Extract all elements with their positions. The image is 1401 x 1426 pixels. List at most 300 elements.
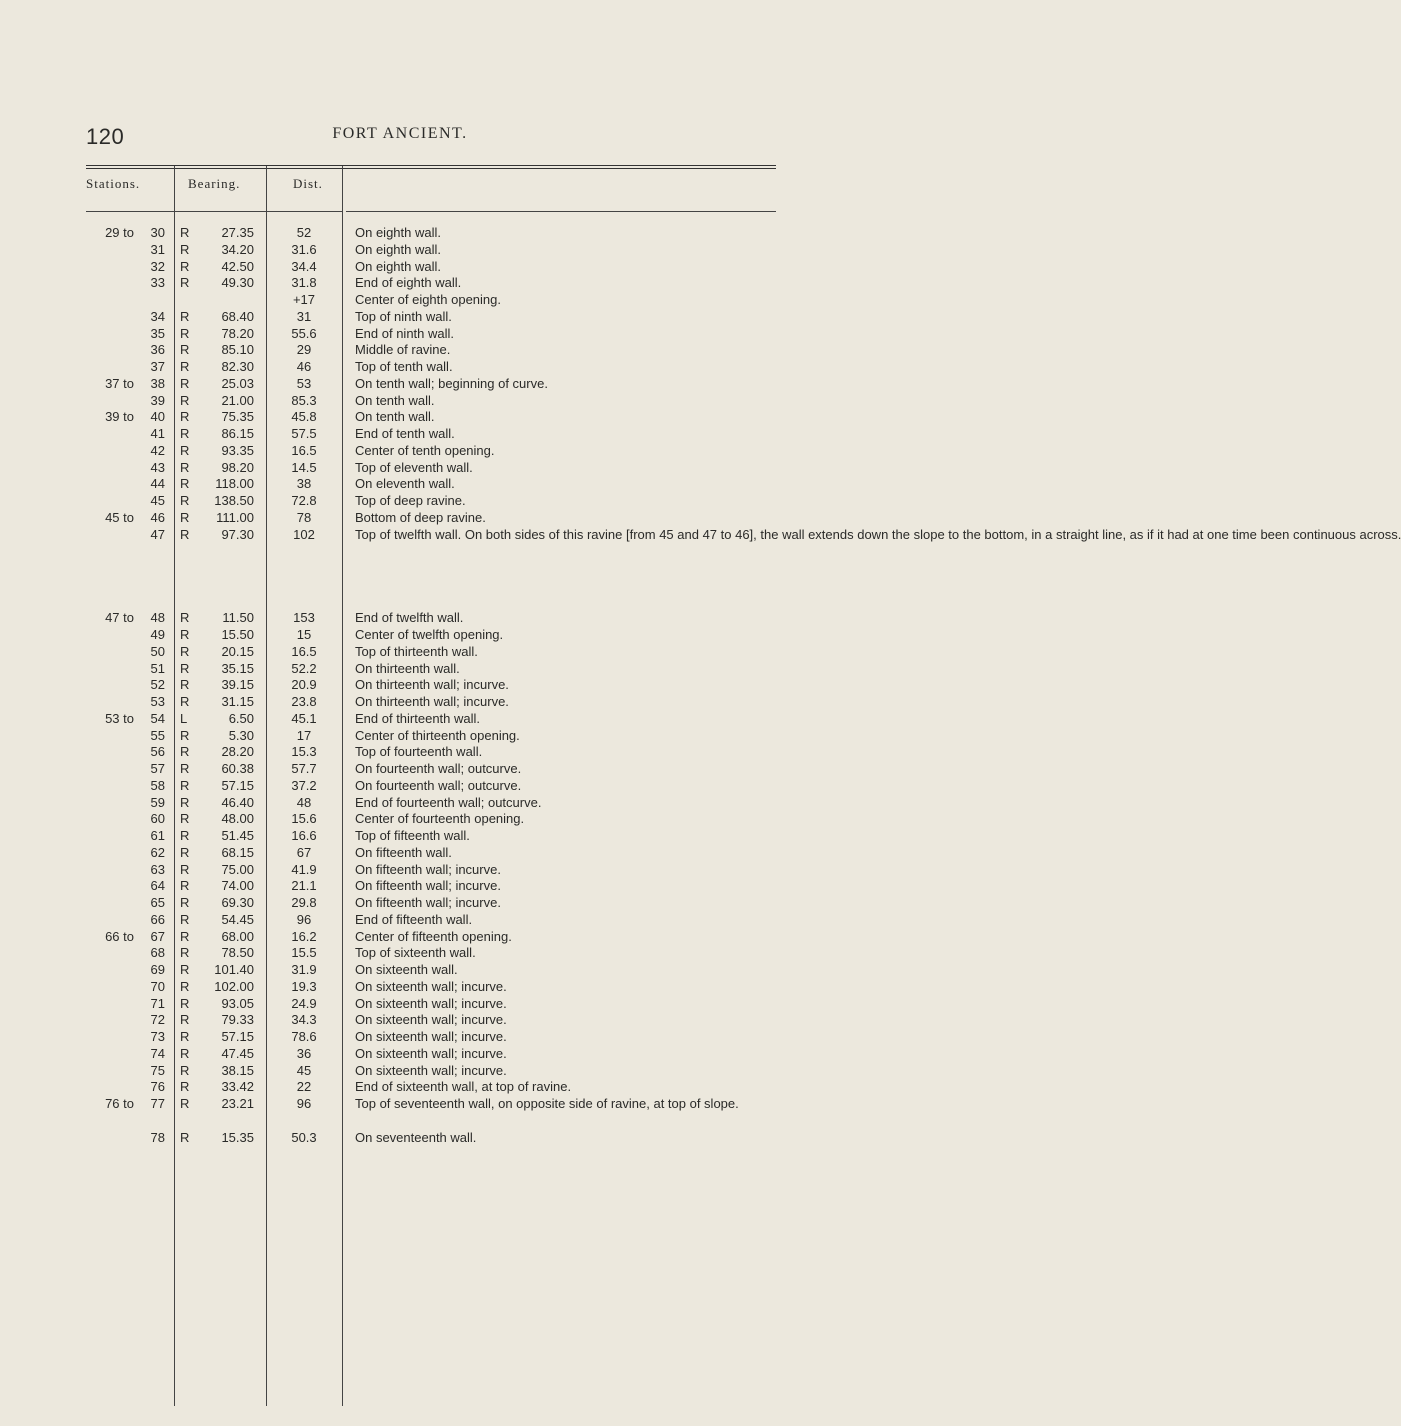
distance: 23.8	[291, 694, 317, 709]
bearing-angle: 93.35	[221, 442, 254, 458]
station-number: 74	[150, 1045, 165, 1061]
bearing-direction: R	[180, 258, 190, 274]
station-number: 78	[150, 1129, 165, 1145]
distance: 21.1	[291, 878, 317, 894]
distance: 102	[293, 526, 315, 542]
distance: 55.6	[291, 325, 317, 341]
remark: On sixteenth wall; incurve.	[355, 1062, 507, 1078]
table-row	[0, 1096, 800, 1130]
station-number: 40	[150, 409, 165, 425]
remark: On fifteenth wall.	[355, 844, 452, 860]
station-number: 35	[150, 325, 165, 341]
bearing-direction: R	[180, 744, 190, 760]
station-number: 66	[150, 911, 165, 927]
table-row	[0, 1029, 800, 1046]
bearing-direction: L	[180, 710, 188, 726]
distance: 22	[296, 1079, 312, 1095]
table-row	[0, 1079, 800, 1096]
bearing-angle: 98.20	[221, 459, 254, 475]
remark: Top of eleventh wall.	[355, 459, 473, 475]
bearing-direction: R	[180, 1096, 190, 1111]
table-row	[0, 778, 800, 795]
table-row	[0, 761, 800, 778]
bearing-direction: R	[180, 627, 190, 642]
table-row	[0, 945, 800, 962]
remark: On eighth wall.	[355, 225, 441, 240]
station-range-start: 37 to	[105, 375, 134, 391]
remark: Middle of ravine.	[355, 342, 451, 358]
remark: Center of thirteenth opening.	[355, 727, 520, 743]
table-row	[0, 1130, 800, 1147]
distance: 52	[296, 225, 312, 240]
station-number: 63	[150, 861, 165, 877]
station-number: 52	[150, 677, 165, 693]
bearing-direction: R	[180, 526, 190, 542]
station-number: 38	[150, 375, 165, 391]
remark: End of sixteenth wall, at top of ravine.	[355, 1079, 572, 1095]
bearing-angle: 23.21	[221, 1096, 254, 1111]
distance: 17	[296, 727, 312, 743]
station-number: 64	[150, 878, 165, 894]
bearing-angle: 74.00	[221, 878, 254, 894]
bearing-direction: R	[180, 275, 190, 291]
remark: Top of ninth wall.	[355, 308, 452, 324]
table-row	[0, 409, 800, 426]
station-range-start: 66 to	[105, 928, 134, 944]
bearing-direction: R	[180, 978, 190, 994]
remark: Top of fifteenth wall.	[355, 828, 470, 843]
distance: 57.5	[291, 426, 317, 441]
bearing-direction: R	[180, 342, 190, 358]
bearing-direction: R	[180, 308, 190, 324]
remark: Bottom of deep ravine.	[355, 509, 486, 525]
station-number: 60	[150, 811, 165, 827]
table-row	[0, 426, 800, 443]
distance: 29	[296, 342, 312, 358]
distance: 72.8	[291, 493, 317, 508]
bearing-direction: R	[180, 878, 190, 894]
distance: 96	[296, 911, 312, 927]
top-rule-thick	[86, 165, 776, 166]
distance: 31.9	[291, 962, 317, 977]
table-row	[0, 862, 800, 879]
remark: On sixteenth wall.	[355, 962, 458, 977]
remark: Top of sixteenth wall.	[355, 945, 476, 961]
station-number: 68	[150, 945, 165, 961]
remark: On tenth wall.	[355, 392, 435, 408]
bearing-angle: 102.00	[214, 978, 254, 994]
bearing-angle: 6.50	[228, 710, 254, 726]
bearing-angle: 15.50	[221, 627, 254, 642]
bearing-angle: 20.15	[221, 643, 254, 659]
bearing-direction: R	[180, 1079, 190, 1095]
bearing-direction: R	[180, 359, 190, 374]
remark: End of tenth wall.	[355, 426, 455, 441]
station-range-start: 29 to	[105, 225, 134, 240]
station-number: 51	[150, 660, 165, 676]
distance: 46	[296, 359, 312, 374]
bearing-direction: R	[180, 945, 190, 961]
bearing-angle: 111.00	[216, 509, 254, 525]
remark: On sixteenth wall; incurve.	[355, 1045, 507, 1061]
station-number: 50	[150, 643, 165, 659]
distance: 37.2	[291, 777, 317, 793]
station-number: 55	[150, 727, 165, 743]
distance: 85.3	[291, 392, 317, 408]
distance: 31	[296, 308, 312, 324]
bearing-direction: R	[180, 861, 190, 877]
station-number: 70	[150, 978, 165, 994]
bearing-angle: 78.20	[221, 325, 254, 341]
bearing-angle: 21.00	[221, 392, 254, 408]
table-row	[0, 476, 800, 493]
distance: 31.8	[291, 275, 317, 291]
table-row	[0, 728, 800, 745]
table-row	[0, 962, 800, 979]
distance: 29.8	[291, 895, 317, 910]
bearing-direction: R	[180, 995, 190, 1011]
distance: 78.6	[291, 1029, 317, 1044]
remark: Center of eighth opening.	[355, 292, 501, 307]
bearing-angle: 51.45	[221, 828, 254, 843]
bearing-direction: R	[180, 911, 190, 927]
table-row	[0, 644, 800, 661]
table-row	[0, 878, 800, 895]
station-number: 39	[150, 392, 165, 408]
distance: 15.3	[291, 744, 317, 760]
station-number: 73	[150, 1029, 165, 1044]
remark: On sixteenth wall; incurve.	[355, 995, 507, 1011]
header-dist: Dist.	[293, 176, 323, 191]
station-number: 32	[150, 258, 165, 274]
station-number: 54	[150, 710, 165, 726]
header-bearing: Bearing.	[188, 176, 241, 191]
table-row	[0, 493, 800, 510]
bearing-direction: R	[180, 1062, 190, 1078]
station-number: 53	[150, 694, 165, 709]
bearing-angle: 57.15	[221, 1029, 254, 1044]
station-number: 47	[150, 526, 165, 542]
bearing-direction: R	[180, 426, 190, 441]
bearing-direction: R	[180, 660, 190, 676]
table-row	[0, 912, 800, 929]
bearing-angle: 35.15	[221, 660, 254, 676]
remark: End of ninth wall.	[355, 325, 455, 341]
bearing-angle: 97.30	[221, 526, 254, 542]
page-number: 120	[86, 124, 125, 149]
bearing-angle: 85.10	[221, 342, 254, 358]
bearing-angle: 34.20	[221, 241, 254, 257]
distance: 36	[296, 1045, 312, 1061]
distance: 19.3	[291, 978, 317, 994]
bearing-direction: R	[180, 1129, 190, 1145]
table-row	[0, 677, 800, 694]
table-row	[0, 376, 800, 393]
station-range-start: 47 to	[105, 610, 134, 626]
distance: 16.5	[291, 643, 317, 659]
station-number: 75	[150, 1062, 165, 1078]
table-row	[0, 259, 800, 276]
station-number: 71	[150, 995, 165, 1011]
table-row	[0, 1012, 800, 1029]
survey-table	[0, 225, 1401, 1146]
distance: 48	[296, 794, 312, 810]
header-rule-remarks	[346, 211, 776, 212]
bearing-direction: R	[180, 476, 190, 492]
remark: On eighth wall.	[355, 241, 441, 257]
bearing-angle: 49.30	[221, 275, 254, 291]
remark: On sixteenth wall; incurve.	[355, 1029, 507, 1044]
table-row	[0, 661, 800, 678]
bearing-direction: R	[180, 828, 190, 843]
bearing-angle: 75.35	[221, 409, 254, 425]
remark: Center of fourteenth opening.	[355, 811, 525, 827]
station-number: 48	[150, 610, 165, 626]
distance: 67	[296, 844, 312, 860]
remark: End of eighth wall.	[355, 275, 462, 291]
remark: On tenth wall; beginning of curve.	[355, 375, 548, 391]
table-row	[0, 359, 800, 376]
bearing-direction: R	[180, 794, 190, 810]
table-row	[0, 845, 800, 862]
bearing-direction: R	[180, 643, 190, 659]
bearing-angle: 42.50	[221, 258, 254, 274]
bearing-direction: R	[180, 509, 190, 525]
bearing-angle: 60.38	[221, 761, 254, 776]
distance: +17	[292, 292, 316, 307]
remark: On thirteenth wall; incurve.	[355, 677, 509, 693]
bearing-direction: R	[180, 225, 190, 240]
bearing-direction: R	[180, 442, 190, 458]
distance: 153	[293, 610, 315, 626]
distance: 38	[296, 476, 312, 492]
station-number: 30	[150, 225, 165, 240]
distance: 45.8	[291, 409, 317, 425]
distance: 57.7	[291, 761, 317, 776]
bearing-angle: 101.40	[214, 962, 254, 977]
bearing-angle: 69.30	[221, 895, 254, 910]
bearing-direction: R	[180, 962, 190, 977]
distance: 52.2	[291, 660, 317, 676]
station-range-start: 39 to	[105, 409, 134, 425]
table-row	[0, 996, 800, 1013]
remark: Center of twelfth opening.	[355, 627, 504, 642]
bearing-angle: 47.45	[221, 1045, 254, 1061]
station-range-start: 45 to	[105, 509, 134, 525]
remark: Top of fourteenth wall.	[355, 744, 483, 760]
station-number: 31	[150, 241, 165, 257]
bearing-angle: 27.35	[221, 225, 254, 240]
table-row	[0, 1046, 800, 1063]
table-row	[0, 811, 800, 828]
table-row	[0, 342, 800, 359]
station-range-start: 53 to	[105, 710, 134, 726]
bearing-angle: 28.20	[221, 744, 254, 760]
distance: 16.6	[291, 828, 317, 843]
bearing-direction: R	[180, 459, 190, 475]
station-number: 76	[150, 1079, 165, 1095]
remark: Top of seventeenth wall, on opposite side of ravine, at top of slope.	[355, 1096, 739, 1111]
station-number: 61	[150, 828, 165, 843]
remark: Top of tenth wall.	[355, 359, 453, 374]
table-row	[0, 1063, 800, 1080]
bearing-angle: 79.33	[221, 1012, 254, 1028]
station-number: 67	[150, 928, 165, 944]
table-row	[0, 744, 800, 761]
bearing-direction: R	[180, 844, 190, 860]
distance: 34.4	[291, 258, 317, 274]
table-row	[0, 443, 800, 460]
remark: Center of fifteenth opening.	[355, 928, 512, 944]
distance: 15.6	[291, 811, 317, 827]
bearing-angle: 48.00	[221, 811, 254, 827]
bearing-angle: 5.30	[228, 727, 254, 743]
table-row	[0, 711, 800, 728]
bearing-direction: R	[180, 1029, 190, 1044]
remark: End of twelfth wall.	[355, 610, 464, 626]
station-number: 77	[150, 1096, 165, 1111]
bearing-angle: 31.15	[221, 694, 254, 709]
bearing-direction: R	[180, 895, 190, 910]
bearing-direction: R	[180, 928, 190, 944]
bearing-direction: R	[180, 1045, 190, 1061]
remark: Top of thirteenth wall.	[355, 643, 478, 659]
bearing-direction: R	[180, 811, 190, 827]
bearing-angle: 25.03	[221, 375, 254, 391]
remark: On tenth wall.	[355, 409, 435, 425]
bearing-direction: R	[180, 1012, 190, 1028]
bearing-angle: 11.50	[222, 610, 254, 626]
bearing-angle: 93.05	[221, 995, 254, 1011]
station-number: 45	[150, 493, 165, 508]
bearing-angle: 57.15	[221, 777, 254, 793]
remark: On fifteenth wall; incurve.	[355, 878, 501, 894]
remark: On sixteenth wall; incurve.	[355, 1012, 507, 1028]
table-row	[0, 510, 800, 527]
bearing-angle: 68.40	[221, 308, 254, 324]
table-row	[0, 225, 800, 242]
table-row	[0, 309, 800, 326]
bearing-direction: R	[180, 392, 190, 408]
table-row	[0, 979, 800, 996]
bearing-angle: 75.00	[221, 861, 254, 877]
table-row	[0, 242, 800, 259]
distance: 14.5	[291, 459, 317, 475]
distance: 15.5	[291, 945, 317, 961]
distance: 15	[296, 627, 312, 642]
station-range-start: 76 to	[105, 1096, 134, 1111]
remark: On fourteenth wall; outcurve.	[355, 761, 522, 776]
bearing-direction: R	[180, 694, 190, 709]
table-row	[0, 460, 800, 477]
table-row	[0, 694, 800, 711]
bearing-angle: 78.50	[221, 945, 254, 961]
top-rule-thin	[86, 168, 776, 169]
station-number: 33	[150, 275, 165, 291]
station-number: 49	[150, 627, 165, 642]
station-number: 46	[150, 509, 165, 525]
bearing-angle: 86.15	[221, 426, 254, 441]
station-number: 56	[150, 744, 165, 760]
remark: End of thirteenth wall.	[355, 710, 481, 726]
station-number: 58	[150, 777, 165, 793]
bearing-angle: 38.15	[221, 1062, 254, 1078]
table-row	[0, 795, 800, 812]
bearing-direction: R	[180, 409, 190, 425]
station-number: 41	[150, 426, 165, 441]
station-number: 42	[150, 442, 165, 458]
distance: 41.9	[291, 861, 317, 877]
bearing-direction: R	[180, 325, 190, 341]
bearing-direction: R	[180, 493, 190, 508]
bearing-angle: 68.00	[221, 928, 254, 944]
bearing-angle: 15.35	[221, 1129, 254, 1145]
table-row	[0, 292, 800, 309]
header-stations: Stations.	[86, 176, 141, 191]
remark: On fourteenth wall; outcurve.	[355, 777, 522, 793]
bearing-angle: 33.42	[221, 1079, 254, 1095]
remark: End of fifteenth wall.	[355, 911, 473, 927]
station-number: 36	[150, 342, 165, 358]
distance: 31.6	[291, 241, 317, 257]
remark: On fifteenth wall; incurve.	[355, 861, 501, 877]
bearing-angle: 118.00	[215, 476, 254, 492]
station-number: 65	[150, 895, 165, 910]
station-number: 44	[150, 476, 165, 492]
station-number: 43	[150, 459, 165, 475]
bearing-direction: R	[180, 777, 190, 793]
distance: 78	[296, 509, 312, 525]
header-rule	[86, 211, 342, 212]
remark: On eleventh wall.	[355, 476, 455, 492]
remark: On fifteenth wall; incurve.	[355, 895, 501, 910]
distance: 20.9	[291, 677, 317, 693]
table-row	[0, 526, 1401, 611]
bearing-angle: 39.15	[221, 677, 254, 693]
bearing-direction: R	[180, 677, 190, 693]
distance: 96	[296, 1096, 312, 1111]
remark: Center of tenth opening.	[355, 442, 495, 458]
station-number: 37	[150, 359, 165, 374]
remark: On seventeenth wall.	[355, 1129, 477, 1145]
remark: On thirteenth wall; incurve.	[355, 694, 509, 709]
bearing-angle: 54.45	[221, 911, 254, 927]
table-row	[0, 393, 800, 410]
table-row	[0, 828, 800, 845]
remark: Top of deep ravine.	[355, 493, 466, 508]
station-number: 57	[150, 761, 165, 776]
station-number: 34	[150, 308, 165, 324]
bearing-direction: R	[180, 727, 190, 743]
remark: On sixteenth wall; incurve.	[355, 978, 507, 994]
distance: 16.2	[291, 928, 317, 944]
bearing-angle: 46.40	[221, 794, 254, 810]
bearing-direction: R	[180, 761, 190, 776]
distance: 45.1	[291, 710, 317, 726]
table-row	[0, 275, 800, 292]
distance: 16.5	[291, 442, 317, 458]
distance: 34.3	[291, 1012, 317, 1028]
table-row	[0, 895, 800, 912]
bearing-direction: R	[180, 375, 190, 391]
bearing-direction: R	[180, 610, 190, 626]
station-number: 62	[150, 844, 165, 860]
bearing-angle: 138.50	[214, 493, 254, 508]
bearing-angle: 82.30	[221, 359, 254, 374]
table-row	[0, 610, 800, 627]
remark: Top of twelfth wall. On both sides of this ravine [from 45 and 47 to 46], the wall extends down the slope to the bottom, in a straight line, as if it had at one time been continuous across.	[355, 526, 1401, 542]
distance: 45	[296, 1062, 312, 1078]
